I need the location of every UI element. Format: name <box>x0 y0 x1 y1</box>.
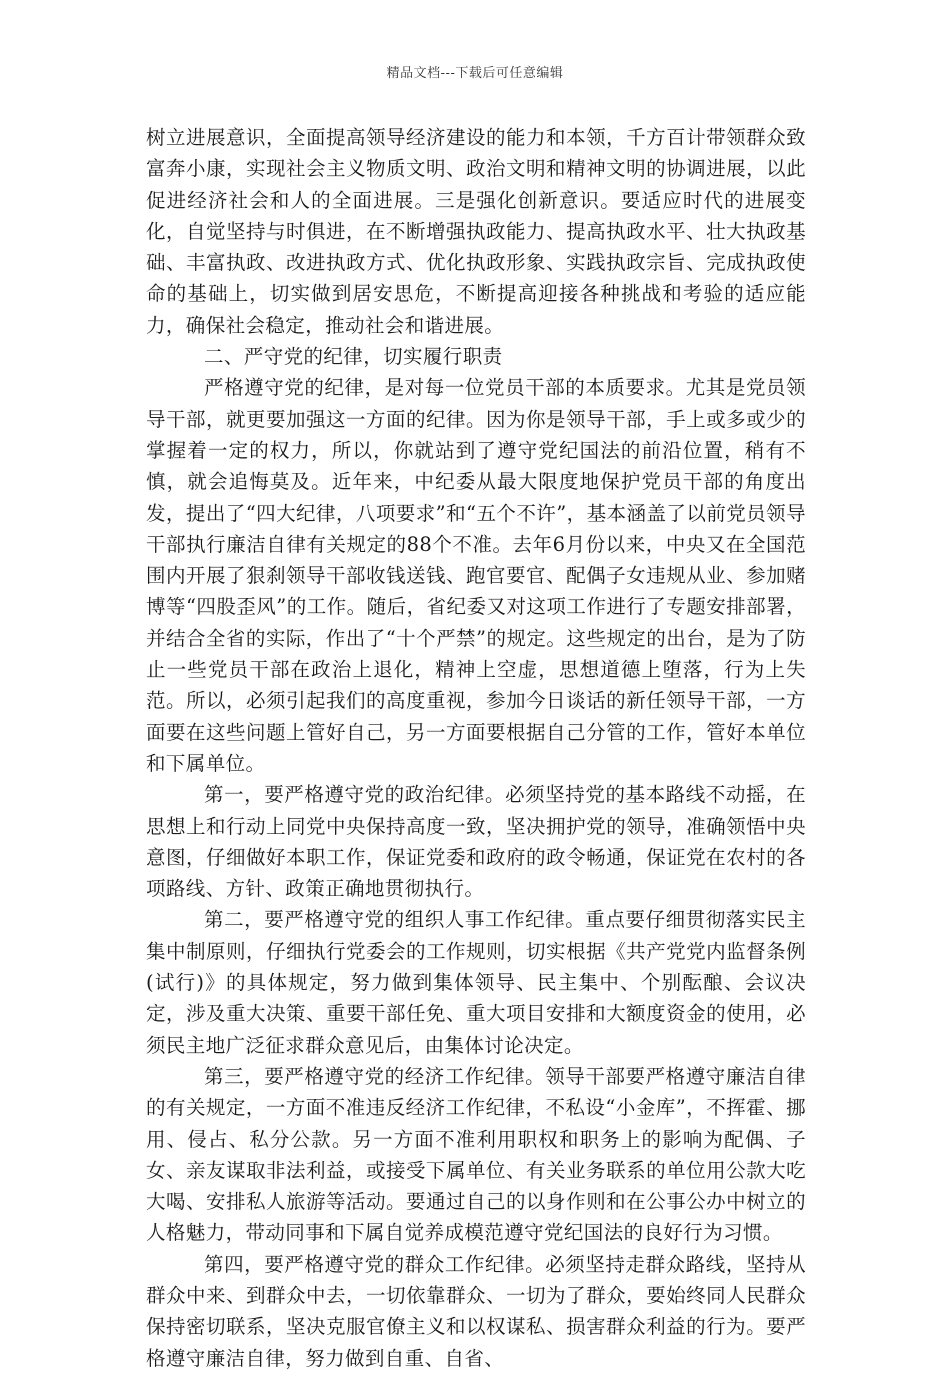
paragraph-4: 第二，要严格遵守党的组织人事工作纪律。重点要仔细贯彻落实民主集中制原则，仔细执行党委会的工作规则，切实根据《共产党党内监督条例(试行)》的具体规定，努力做到集体领导、民主集中、个别酝酿、会议决定，涉及重大决策、重要干部任免、重大项目安排和大额度资金的使用，必须民主地广泛征求群众意见后，由集体讨论决定。 <box>146 908 806 1057</box>
paragraph-2: 严格遵守党的纪律，是对每一位党员干部的本质要求。尤其是党员领导干部，就更要加强这一方面的纪律。因为你是领导干部，手上或多或少的掌握着一定的权力，所以，你就站到了遵守党纪国法的前沿位置，稍有不慎，就会追悔莫及。近年来，中纪委从最大限度地保护党员干部的角度出发，提出了“四大纪律，八项要求”和“五个不许”，基本涵盖了以前党员领导干部执行廉洁自律有关规定的88个不准。去年6月份以来，中央又在全国范围内开展了狠刹领导干部收钱送钱、跑官要官、配偶子女违规从业、参加赌博等“四股歪风”的工作。随后，省纪委又对这项工作进行了专题安排部署，并结合全省的实际，作出了“十个严禁”的规定。这些规定的出台，是为了防止一些党员干部在政治上退化，精神上空虚，思想道德上堕落，行为上失范。所以，必须引起我们的高度重视，参加今日谈话的新任领导干部，一方面要在这些问题上管好自己，另一方面要根据自己分管的工作，管好本单位和下属单位。 <box>146 376 806 775</box>
paragraph-1: 树立进展意识，全面提高领导经济建设的能力和本领，千方百计带领群众致富奔小康，实现社会主义物质文明、政治文明和精神文明的协调进展，以此促进经济社会和人的全面进展。三是强化创新意识。要适应时代的进展变化，自觉坚持与时俱进，在不断增强执政能力、提高执政水平、壮大执政基础、丰富执政、改进执政方式、优化执政形象、实践执政宗旨、完成执政使命的基础上，切实做到居安思危，不断提高迎接各种挑战和考验的适应能力，确保社会稳定，推动社会和谐进展。 <box>146 126 806 337</box>
paragraph-6: 第四，要严格遵守党的群众工作纪律。必须坚持走群众路线，坚持从群众中来、到群众中去，一切依靠群众、一切为了群众，要始终同人民群众保持密切联系，坚决克服官僚主义和以权谋私、损害群众利益的行为。要严格遵守廉洁自律，努力做到自重、自省、 <box>146 1252 806 1370</box>
page-header: 精品文档---下载后可任意编辑 <box>386 66 564 81</box>
section-heading: 二、严守党的纪律，切实履行职责 <box>204 345 503 369</box>
paragraph-3: 第一，要严格遵守党的政治纪律。必须坚持党的基本路线不动摇，在思想上和行动上同党中央保持高度一致，坚决拥护党的领导，准确领悟中央意图，仔细做好本职工作，保证党委和政府的政令畅通，保证党在农村的各项路线、方针、政策正确地贯彻执行。 <box>146 783 806 901</box>
document-body <box>146 122 806 1374</box>
paragraph-5: 第三，要严格遵守党的经济工作纪律。领导干部要严格遵守廉洁自律的有关规定，一方面不准违反经济工作纪律，不私设“小金库”，不挥霍、挪用、侵占、私分公款。另一方面不准利用职权和职务上的影响为配偶、子女、亲友谋取非法利益，或接受下属单位、有关业务联系的单位用公款大吃大喝、安排私人旅游等活动。要通过自己的以身作则和在公事公办中树立的人格魅力，带动同事和下属自觉养成模范遵守党纪国法的良好行为习惯。 <box>146 1064 806 1245</box>
